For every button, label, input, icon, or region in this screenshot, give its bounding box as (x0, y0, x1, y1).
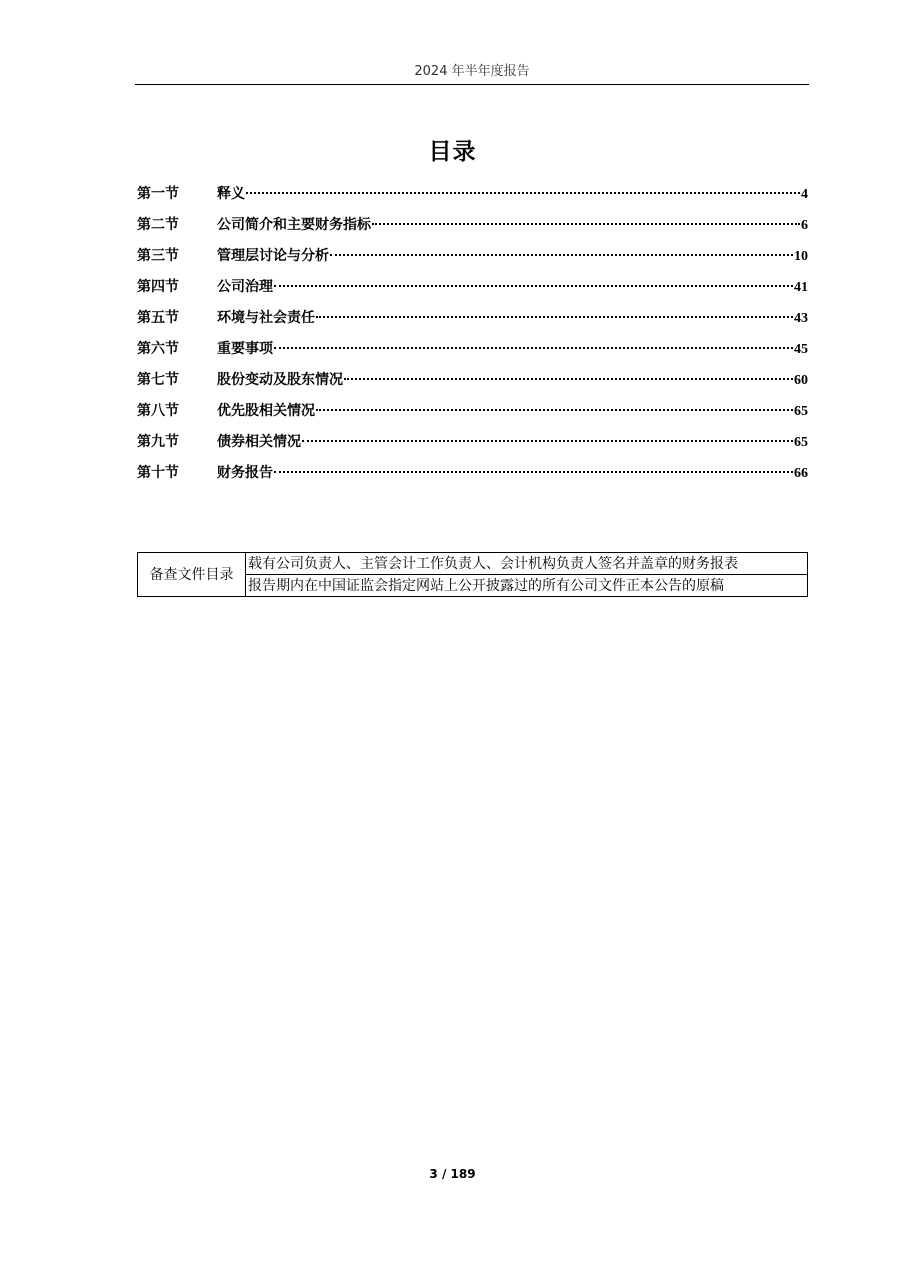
reference-documents-table (137, 552, 808, 597)
page-header (135, 62, 809, 85)
toc-dot-leader (246, 192, 800, 194)
page-title: 目录 (428, 139, 477, 165)
toc-dot-leader (302, 440, 793, 442)
toc-dot-leader (330, 254, 793, 256)
page-number: 3 / 189 (429, 1167, 476, 1181)
toc-page-number: 6 (801, 218, 808, 233)
toc-dot-leader (274, 471, 793, 473)
header-title: 2024 年半年度报告 (414, 64, 530, 79)
toc-section-title: 财务报告 (217, 465, 273, 481)
toc-section-number: 第四节 (137, 279, 179, 295)
toc-page-number: 10 (794, 249, 808, 264)
toc-section-title: 释义 (217, 186, 245, 202)
toc-dot-leader (274, 347, 793, 349)
toc-entry-2[interactable] (137, 213, 808, 244)
toc-section-number: 第一节 (137, 186, 179, 202)
toc-section-number: 第八节 (137, 403, 179, 419)
toc-section-number: 第六节 (137, 341, 179, 357)
toc-page-number: 41 (794, 280, 808, 295)
toc-page-number: 66 (794, 466, 808, 481)
toc-section-number: 第七节 (137, 372, 179, 388)
toc-section-title: 环境与社会责任 (217, 310, 315, 326)
toc-entry-3[interactable] (137, 244, 808, 275)
table-of-contents (137, 182, 808, 492)
toc-section-title: 债券相关情况 (217, 434, 301, 450)
toc-section-number: 第五节 (137, 310, 179, 326)
toc-section-title: 重要事项 (217, 341, 273, 357)
toc-dot-leader (274, 285, 793, 287)
toc-page-number: 45 (794, 342, 808, 357)
toc-section-number: 第二节 (137, 217, 179, 233)
table-row (138, 553, 808, 575)
toc-page-number: 60 (794, 373, 808, 388)
toc-entry-6[interactable] (137, 337, 808, 368)
reference-docs-label: 备查文件目录 (138, 553, 246, 597)
toc-entry-7[interactable] (137, 368, 808, 399)
toc-entry-4[interactable] (137, 275, 808, 306)
toc-section-title: 公司治理 (217, 279, 273, 295)
toc-section-title: 公司简介和主要财务指标 (217, 217, 371, 233)
toc-dot-leader (316, 316, 793, 318)
reference-doc-item: 报告期内在中国证监会指定网站上公开披露过的所有公司文件正本公告的原稿 (246, 575, 808, 597)
toc-page-number: 4 (801, 187, 808, 202)
toc-section-number: 第九节 (137, 434, 179, 450)
toc-entry-8[interactable] (137, 399, 808, 430)
toc-section-title: 优先股相关情况 (217, 403, 315, 419)
toc-section-number: 第三节 (137, 248, 179, 264)
toc-section-number: 第十节 (137, 465, 179, 481)
toc-entry-1[interactable] (137, 182, 808, 213)
toc-page-number: 65 (794, 404, 808, 419)
reference-doc-item: 载有公司负责人、主管会计工作负责人、会计机构负责人签名并盖章的财务报表 (246, 553, 808, 575)
toc-entry-9[interactable] (137, 430, 808, 461)
toc-section-title: 股份变动及股东情况 (217, 372, 343, 388)
toc-dot-leader (316, 409, 793, 411)
toc-dot-leader (372, 223, 800, 225)
toc-entry-10[interactable] (137, 461, 808, 492)
toc-section-title: 管理层讨论与分析 (217, 248, 329, 264)
toc-page-number: 65 (794, 435, 808, 450)
page-footer (0, 1166, 905, 1182)
toc-entry-5[interactable] (137, 306, 808, 337)
toc-page-number: 43 (794, 311, 808, 326)
toc-dot-leader (344, 378, 793, 380)
